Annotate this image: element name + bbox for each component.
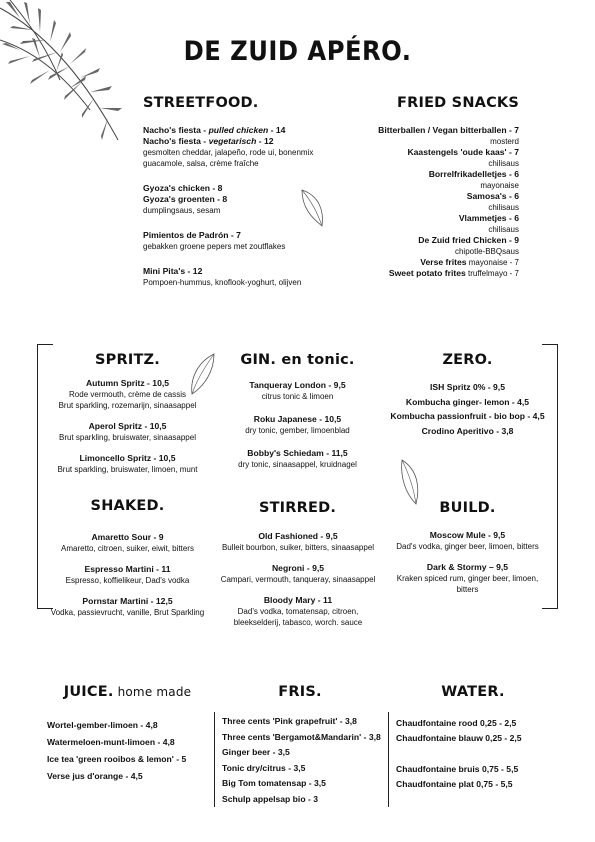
item-description: Campari, vermouth, tanqueray, sinaasappel xyxy=(220,575,376,584)
menu-item: ISH Spritz 0% - 9,5 xyxy=(430,382,505,392)
menu-item: Ginger beer - 3,5 xyxy=(222,747,290,757)
gin-list xyxy=(215,380,380,482)
gin-heading: GIN. en tonic. xyxy=(240,352,355,368)
menu-item: Chaudfontaine blauw 0,25 - 2,5 xyxy=(396,733,522,743)
frame-left-top xyxy=(37,344,53,345)
build-heading: BUILD. xyxy=(439,500,496,516)
shaked-list xyxy=(45,532,210,628)
item-name-text: De Zuid fried Chicken - 9 xyxy=(418,235,519,245)
item-sauce: chilisaus xyxy=(488,159,519,168)
fried-item-name xyxy=(299,257,519,268)
page-title: DE ZUID APÉRO. xyxy=(183,36,412,67)
menu-item: Kombucha passionfruit - bio bop - 4,5 xyxy=(390,411,545,421)
item-description: Kraken spiced rum, ginger beer, limoen, xyxy=(396,574,539,583)
item-name: Pornstar Martini - 12,5 xyxy=(82,596,173,606)
item-name: Roku Japanese - 10,5 xyxy=(253,414,342,424)
frame-right-top xyxy=(542,344,558,345)
item-name-text: Mini Pita's - 12 xyxy=(143,266,203,276)
item-description: Vodka, passievrucht, vanille, Brut Sparkling xyxy=(50,608,205,617)
menu-item: Tonic dry/citrus - 3,5 xyxy=(222,762,306,773)
item-name: Autumn Spritz - 10,5 xyxy=(85,378,170,388)
item-sauce: truffelmayo - 7 xyxy=(465,269,519,278)
juice-heading: JUICE. home made xyxy=(63,684,192,700)
juice-list xyxy=(47,717,212,785)
fried-item-name xyxy=(299,268,519,279)
item-name: Bloody Mary - 11 xyxy=(263,595,333,605)
fried-item-name xyxy=(299,191,519,202)
item-description: bleekselderij, tabasco, worch. sauce xyxy=(233,618,363,627)
item-description: dry tonic, gember, limoenblad xyxy=(245,426,350,435)
item-sauce: chipotle-BBQsaus xyxy=(454,247,519,256)
menu-item xyxy=(212,563,384,585)
menu-item: Watermeloen-munt-limoen - 4,8 xyxy=(47,737,175,747)
item-description: Rode vermouth, crème de cassis xyxy=(69,390,186,399)
menu-item xyxy=(212,531,384,553)
zero-list xyxy=(385,380,550,438)
item-description: Brut sparkling, rozemarijn, sinaasappel xyxy=(58,401,197,410)
frame-right xyxy=(557,344,558,609)
item-description: dumplingsaus, sesam xyxy=(143,206,221,215)
water-list xyxy=(396,716,561,808)
menu-item: Chaudfontaine plat 0,75 - 5,5 xyxy=(396,779,513,789)
item-variant: pulled chicken xyxy=(208,125,269,135)
divider-right xyxy=(388,712,389,807)
item-description: gesmolten cheddar, jalapeño, rode ui, bonenmix xyxy=(143,148,314,157)
item-description: Brut sparkling, bruiswater, limoen, munt xyxy=(57,465,198,474)
frame-right-bottom xyxy=(542,608,558,609)
item-name: Espresso Martini - 11 xyxy=(84,564,171,574)
item-name: Moscow Mule - 9,5 xyxy=(429,530,506,540)
item-sauce: chilisaus xyxy=(488,203,519,212)
water-heading: WATER. xyxy=(441,684,505,700)
menu-item: Big Tom tomatensap - 3,5 xyxy=(222,778,326,788)
item-description: Espresso, koffielikeur, Dad's vodka xyxy=(65,576,190,585)
item-price: - 12 xyxy=(256,136,274,146)
menu-item xyxy=(385,530,550,552)
item-description: Brut sparkling, bruiswater, sinaasappel xyxy=(59,433,196,442)
menu-item xyxy=(215,414,380,436)
item-price: - 14 xyxy=(268,125,286,135)
stirred-heading: STIRRED. xyxy=(258,500,337,516)
streetfood-heading: STREETFOOD. xyxy=(143,95,259,111)
menu-item: Verse jus d'orange - 4,5 xyxy=(47,771,143,781)
menu-item: Kombucha ginger- lemon - 4,5 xyxy=(405,396,530,407)
leaf-icon xyxy=(298,188,328,228)
menu-item: Crodino Aperitivo - 3,8 xyxy=(421,425,514,436)
menu-item xyxy=(45,564,210,586)
menu-item: Three cents 'Bergamot&Mandarin' - 3,8 xyxy=(222,731,381,742)
item-description: Bulleit bourbon, suiker, bitters, sinaasappel xyxy=(221,543,375,552)
item-name-text: Gyoza's groenten - 8 xyxy=(143,194,228,204)
menu-item: Three cents 'Pink grapefruit' - 3,8 xyxy=(222,716,357,726)
item-description: Dad's vodka, tomatensap, citroen, xyxy=(237,607,359,616)
item-name: Dark & Stormy – 9,5 xyxy=(426,562,509,572)
item-sauce: mosterd xyxy=(490,137,519,146)
menu-item xyxy=(215,448,380,470)
menu-item: Chaudfontaine rood 0,25 - 2,5 xyxy=(396,718,517,728)
item-variant: vegetarisch xyxy=(208,136,257,146)
menu-item: Wortel-gember-limoen - 4,8 xyxy=(47,720,158,730)
menu-item xyxy=(45,596,210,618)
menu-item xyxy=(212,595,384,628)
item-description: Dad's vodka, ginger beer, limoen, bitters xyxy=(396,542,539,551)
item-description: bitters xyxy=(456,585,479,594)
water-group xyxy=(396,716,561,746)
item-sauce: chilisaus xyxy=(488,225,519,234)
item-name: Negroni - 9,5 xyxy=(271,563,325,573)
menu-item xyxy=(385,562,550,595)
item-description: guacamole, salsa, crème fraîche xyxy=(143,159,259,168)
fried-item-name xyxy=(299,147,519,158)
item-name: Old Fashioned - 9,5 xyxy=(258,531,338,541)
item-description: gebakken groene pepers met zoutflakes xyxy=(143,242,286,251)
fried-item-name xyxy=(299,235,519,246)
item-description: Amaretto, citroen, suiker, eiwit, bitters xyxy=(61,544,194,553)
shaked-heading: SHAKED. xyxy=(90,498,165,514)
item-sauce: mayonaise xyxy=(480,181,519,190)
water-group xyxy=(396,762,561,792)
item-name: Bobby's Schiedam - 11,5 xyxy=(247,448,348,458)
item-name-text: Samosa's - 6 xyxy=(466,191,519,201)
fris-heading: FRIS. xyxy=(278,684,322,700)
menu-item: Ice tea 'green rooibos & lemon' - 5 xyxy=(47,754,187,764)
item-name-text: Gyoza's chicken - 8 xyxy=(143,183,223,193)
build-list xyxy=(385,530,550,605)
leaf-icon xyxy=(398,458,422,506)
item-name-text: Bitterballen / Vegan bitterballen - 7 xyxy=(378,125,519,135)
item-description: Pompoen-hummus, knoflook-yoghurt, olijven xyxy=(143,278,302,287)
menu-item xyxy=(45,453,210,475)
fried-item-name xyxy=(299,125,519,136)
menu-item xyxy=(215,380,380,402)
menu-item: Schulp appelsap bio - 3 xyxy=(222,793,318,804)
menu-item xyxy=(45,532,210,554)
item-description: citrus tonic & limoen xyxy=(261,392,334,401)
item-name: Tanqueray London - 9,5 xyxy=(249,380,346,390)
item-name-text: Borrelfrikadelletjes - 6 xyxy=(428,169,519,179)
menu-item xyxy=(45,378,210,411)
fried-snacks-list xyxy=(299,125,519,279)
fried-item-name xyxy=(299,213,519,224)
item-name: Aperol Spritz - 10,5 xyxy=(88,421,167,431)
stirred-list xyxy=(212,531,384,638)
item-name-text: Nacho's fiesta - xyxy=(143,136,209,146)
item-description: dry tonic, sinaasappel, kruidnagel xyxy=(238,460,357,469)
divider-left xyxy=(214,712,215,807)
item-name-text: Nacho's fiesta - xyxy=(143,125,209,135)
item-name-text: Kaastengels 'oude kaas' - 7 xyxy=(407,147,519,157)
item-name-text: Vlammetjes - 6 xyxy=(458,213,519,223)
item-name: Amaretto Sour - 9 xyxy=(91,532,164,542)
menu-item: Chaudfontaine bruis 0,75 - 5,5 xyxy=(396,764,519,774)
fried-item-name xyxy=(299,169,519,180)
item-name-text: Sweet potato frites xyxy=(388,268,466,278)
item-name: Limoncello Spritz - 10,5 xyxy=(79,453,176,463)
frame-left xyxy=(37,344,38,609)
fris-list xyxy=(222,714,387,807)
spritz-heading: SPRITZ. xyxy=(95,352,160,368)
spritz-list xyxy=(45,378,210,485)
fried-snacks-heading: FRIED SNACKS xyxy=(397,95,519,111)
rosemary-branch-icon xyxy=(0,0,140,150)
menu-item xyxy=(45,421,210,443)
item-name-text: Pimientos de Padrón - 7 xyxy=(143,230,241,240)
item-sauce: mayonaise - 7 xyxy=(466,258,519,267)
zero-heading: ZERO. xyxy=(442,352,493,368)
item-name-text: Verse frites xyxy=(420,257,467,267)
